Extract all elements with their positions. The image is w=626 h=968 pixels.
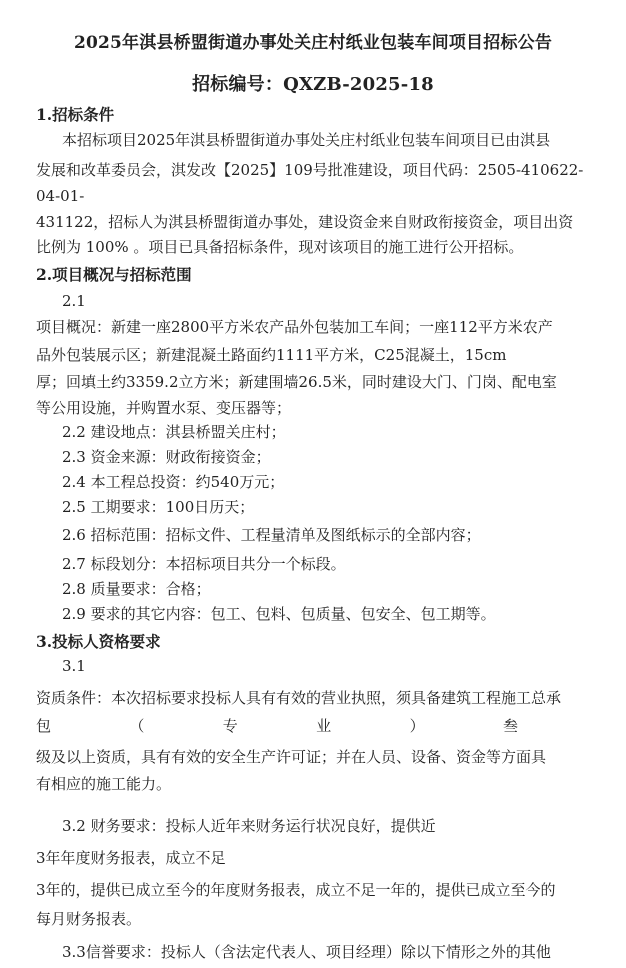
section-heading-project-overview: 2.项目概况与招标范围	[36, 265, 192, 284]
paragraph-line: 项目概况：新建一座2800平方米农产品外包装加工车间；一座112平方米农产	[36, 318, 553, 336]
list-item: 2.4 本工程总投资：约540万元；	[62, 473, 285, 491]
paragraph-line: 431122，招标人为淇县桥盟街道办事处，建设资金来自财政衔接资金，项目出资	[36, 213, 574, 231]
list-item: 2.5 工期要求：100日历天；	[62, 498, 255, 516]
paragraph-line: 每月财务报表。	[36, 910, 142, 928]
spread-char: 叁	[502, 717, 518, 735]
list-item: 2.8 质量要求：合格；	[62, 580, 211, 598]
justified-line	[36, 716, 614, 736]
spread-char: 包	[36, 717, 52, 735]
item-number: 3.1	[62, 657, 86, 675]
list-item: 2.9 要求的其它内容：包工、包料、包质量、包安全、包工期等。	[62, 605, 496, 623]
paragraph-line: 3年年度财务报表，成立不足	[36, 849, 226, 867]
list-item: 2.6 招标范围：招标文件、工程量清单及图纸标示的全部内容；	[62, 526, 481, 544]
document-title: 2025年淇县桥盟街道办事处关庄村纸业包装车间项目招标公告	[73, 33, 553, 53]
paragraph-line: 发展和改革委员会，淇发改【2025】109号批准建设，项目代码：2505-410622-	[36, 161, 584, 179]
spread-char: （	[129, 717, 145, 735]
bid-number: 招标编号：QXZB-2025-18	[192, 74, 434, 95]
paragraph-line: 3.3信誉要求：投标人（含法定代表人、项目经理）除以下情形之外的其他	[62, 943, 551, 961]
paragraph-line: 比例为 100% 。项目已具备招标条件，现对该项目的施工进行公开招标。	[36, 238, 524, 256]
list-item: 2.7 标段划分：本招标项目共分一个标段。	[62, 555, 346, 573]
spread-char: ）	[409, 717, 425, 735]
paragraph-line: 品外包装展示区；新建混凝土路面约1111平方米，C25混凝土，15cm	[36, 346, 507, 364]
item-number: 2.1	[62, 292, 86, 310]
list-item: 2.3 资金来源：财政衔接资金；	[62, 448, 271, 466]
paragraph-line: 04-01-	[36, 187, 85, 205]
paragraph-line: 有相应的施工能力。	[36, 775, 172, 793]
paragraph-line: 级及以上资质，具有有效的安全生产许可证；并在人员、设备、资金等方面具	[36, 748, 547, 766]
paragraph-line: 厚；回填土约3359.2立方米；新建围墙26.5米，同时建设大门、门岗、配电室	[36, 373, 557, 391]
paragraph-line: 3年的，提供已成立至今的年度财务报表，成立不足一年的，提供已成立至今的	[36, 881, 556, 899]
paragraph-line: 本招标项目2025年淇县桥盟街道办事处关庄村纸业包装车间项目已由淇县	[62, 131, 551, 149]
paragraph-line: 资质条件：本次招标要求投标人具有有效的营业执照，须具备建筑工程施工总承	[36, 689, 562, 707]
paragraph-line: 3.2 财务要求：投标人近年来财务运行状况良好，提供近	[62, 817, 436, 835]
section-heading-bid-conditions: 1.招标条件	[36, 105, 115, 124]
spread-char: 专	[222, 717, 238, 735]
spread-char: 业	[316, 717, 332, 735]
section-heading-bidder-qualification: 3.投标人资格要求	[36, 632, 161, 651]
list-item: 2.2 建设地点：淇县桥盟关庄村；	[62, 423, 286, 441]
paragraph-line: 等公用设施，并购置水泵、变压器等；	[36, 399, 292, 417]
